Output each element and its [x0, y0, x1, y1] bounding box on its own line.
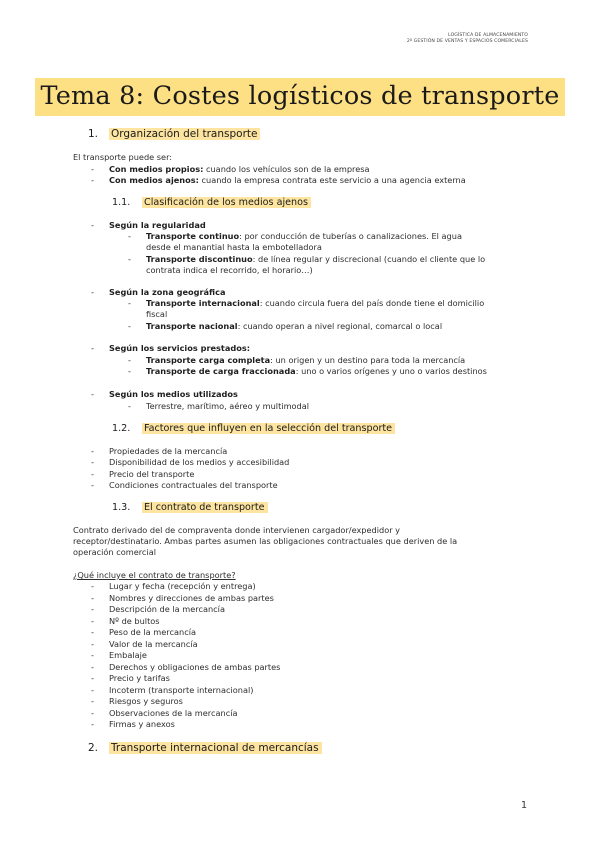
- list-item: Peso de la mercancía: [109, 627, 196, 637]
- bullet-dash: -: [91, 673, 94, 683]
- list-item-own-means: Con medios propios: cuando los vehículos son de la empresa: [109, 164, 370, 174]
- section-2-heading: [88, 741, 322, 756]
- section-number: 1.3.: [112, 502, 131, 513]
- item-national-transport: Transporte nacional: cuando operan a nivel regional, comarcal o local: [146, 321, 443, 331]
- bullet-dash: -: [91, 662, 94, 672]
- bullet-dash: -: [91, 457, 94, 467]
- category-regularity: Según la regularidad: [109, 220, 206, 230]
- item-international-transport-cont: fiscal: [146, 309, 168, 319]
- category-services: Según los servicios prestados:: [109, 343, 250, 353]
- list-item: Nombres y direcciones de ambas partes: [109, 593, 274, 603]
- page-title: Tema 8: Costes logísticos de transporte: [35, 78, 566, 116]
- bullet-dash: -: [91, 220, 94, 230]
- category-geographic: Según la zona geográfica: [109, 287, 226, 297]
- section-number: 2.: [88, 742, 99, 754]
- factor-item: Condiciones contractuales del transporte: [109, 480, 278, 490]
- list-item: Incoterm (transporte internacional): [109, 685, 254, 695]
- page-header: [407, 33, 528, 46]
- bullet-dash: -: [91, 719, 94, 729]
- item-continuous-transport-cont: desde el manantial hasta la embotelladora: [146, 242, 322, 252]
- list-item: Valor de la mercancía: [109, 639, 198, 649]
- bullet-dash: -: [128, 254, 131, 264]
- bullet-dash: -: [91, 581, 94, 591]
- bullet-dash: -: [91, 287, 94, 297]
- bullet-dash: -: [91, 446, 94, 456]
- bullet-dash: -: [128, 321, 131, 331]
- item-discontinuous-transport-cont: contrata indica el recorrido, el horario…): [146, 265, 313, 275]
- list-item-external-means: Con medios ajenos: cuando la empresa contrata este servicio a una agencia externa: [109, 175, 466, 185]
- item-fractional-load: Transporte de carga fraccionada: uno o varios orígenes y uno o varios destinos: [146, 366, 487, 376]
- category-means: Según los medios utilizados: [109, 389, 238, 399]
- header-course: 2º GESTIÓN DE VENTAS Y ESPACIOS COMERCIALES: [406, 39, 528, 45]
- list-item: Descripción de la mercancía: [109, 604, 225, 614]
- bullet-dash: -: [91, 650, 94, 660]
- section-1-1-heading: [112, 195, 311, 210]
- section-title: Factores que influyen en la selección del transporte: [142, 423, 395, 434]
- bullet-dash: -: [91, 593, 94, 603]
- list-item: Riesgos y seguros: [109, 696, 183, 706]
- section-number: 1.1.: [112, 197, 131, 208]
- section-title: Transporte internacional de mercancías: [109, 742, 322, 754]
- contract-paragraph-line-3: operación comercial: [73, 547, 156, 557]
- list-item: Lugar y fecha (recepción y entrega): [109, 581, 256, 591]
- bullet-dash: -: [91, 627, 94, 637]
- section-number: 1.2.: [112, 423, 131, 434]
- section-title: Clasificación de los medios ajenos: [142, 197, 311, 208]
- item-discontinuous-transport: Transporte discontinuo: de línea regular y discrecional (cuando el cliente que lo: [146, 254, 486, 264]
- list-item: Nº de bultos: [109, 616, 160, 626]
- bullet-dash: -: [91, 164, 94, 174]
- section-title: El contrato de transporte: [142, 502, 268, 513]
- bullet-dash: -: [91, 175, 94, 185]
- bullet-dash: -: [91, 685, 94, 695]
- list-item: Observaciones de la mercancía: [109, 708, 238, 718]
- factor-item: Precio del transporte: [109, 469, 195, 479]
- contract-paragraph-line-1: Contrato derivado del de compraventa donde intervienen cargador/expedidor y: [73, 525, 401, 535]
- bullet-dash: -: [91, 696, 94, 706]
- bullet-dash: -: [91, 639, 94, 649]
- intro-text: El transporte puede ser:: [73, 152, 173, 162]
- item-full-load: Transporte carga completa: un origen y un destino para toda la mercancía: [146, 355, 466, 365]
- bullet-dash: -: [128, 366, 131, 376]
- factor-item: Propiedades de la mercancía: [109, 446, 228, 456]
- item-international-transport: Transporte internacional: cuando circula fuera del país donde tiene el domicilio: [146, 298, 485, 308]
- page-number: 1: [520, 800, 527, 811]
- bullet-dash: -: [91, 480, 94, 490]
- item-continuous-transport: Transporte continuo: por conducción de tuberías o canalizaciones. El agua: [146, 231, 462, 241]
- title-container: [0, 78, 600, 116]
- header-subject: LOGÍSTICA DE ALMACENAMIENTO: [448, 33, 528, 38]
- list-item: Firmas y anexos: [109, 719, 175, 729]
- section-1-heading: [88, 127, 260, 142]
- bullet-dash: -: [128, 401, 131, 411]
- bullet-dash: -: [91, 389, 94, 399]
- list-item: Embalaje: [109, 650, 147, 660]
- factor-item: Disponibilidad de los medios y accesibilidad: [109, 457, 290, 467]
- bullet-dash: -: [91, 469, 94, 479]
- bullet-dash: -: [91, 343, 94, 353]
- bullet-dash: -: [128, 231, 131, 241]
- section-1-2-heading: [112, 421, 395, 436]
- contract-paragraph-line-2: receptor/destinatario. Ambas partes asumen las obligaciones contractuales que deriven de la: [73, 536, 458, 546]
- section-number: 1.: [88, 128, 99, 140]
- section-1-3-heading: [112, 500, 268, 515]
- list-item: Precio y tarifas: [109, 673, 170, 683]
- section-title: Organización del transporte: [109, 128, 260, 140]
- item-means-types: Terrestre, marítimo, aéreo y multimodal: [146, 401, 310, 411]
- bullet-dash: -: [128, 355, 131, 365]
- bullet-dash: -: [91, 604, 94, 614]
- bullet-dash: -: [91, 616, 94, 626]
- bullet-dash: -: [91, 708, 94, 718]
- contract-question: ¿Qué incluye el contrato de transporte?: [73, 570, 236, 580]
- bullet-dash: -: [128, 298, 131, 308]
- list-item: Derechos y obligaciones de ambas partes: [109, 662, 281, 672]
